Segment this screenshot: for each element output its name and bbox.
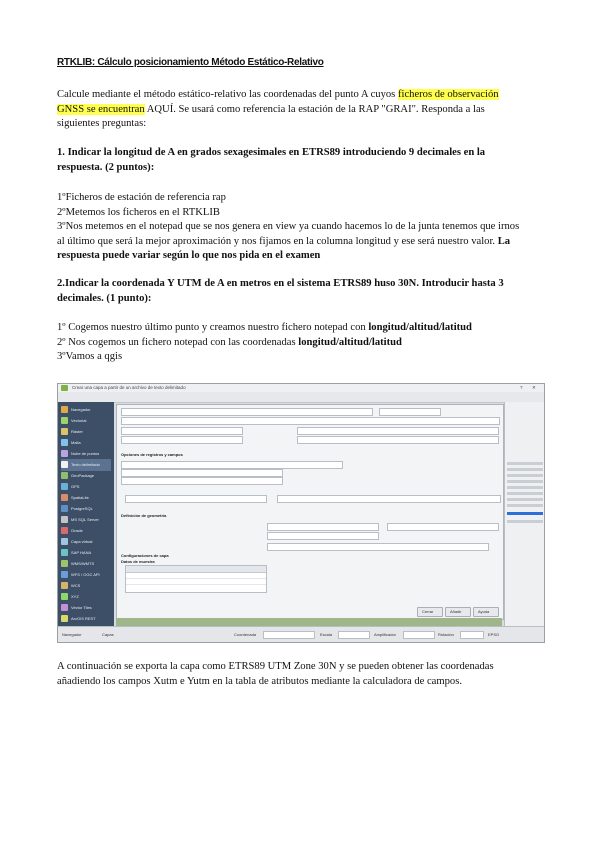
sidebar-item: MS SQL Server (61, 514, 111, 526)
step-bold-text: longitud/altitud/latitud (368, 322, 472, 333)
sidebar-item: Vector Tiles (61, 602, 111, 614)
question-1 (57, 146, 543, 175)
sidebar-item: Malla (61, 437, 111, 449)
raster-icon (61, 428, 68, 435)
close-icon: ✕ (532, 385, 536, 390)
add-button[interactable]: Añadir (445, 607, 471, 617)
xyz-icon (61, 593, 68, 600)
format-option-field (121, 427, 243, 435)
table-row (126, 584, 266, 585)
delimited-text-dialog (116, 404, 504, 620)
wfs-icon (61, 571, 68, 578)
answer-2-steps (57, 321, 543, 365)
layer-entry (507, 474, 543, 477)
qgis-status-bar (58, 626, 544, 643)
mesh-icon (61, 439, 68, 446)
file-name-field (121, 408, 373, 416)
status-label: Rotación (438, 632, 454, 637)
qgis-screenshot (57, 383, 545, 643)
sample-data-table (125, 565, 267, 593)
intro-text: AQUÍ. Se usará como referencia la estación de la RAP "GRAI". Responda a las (144, 103, 485, 115)
help-button[interactable]: Ayuda (473, 607, 499, 617)
record-option-field (121, 469, 283, 477)
sidebar-item: SAP HANA (61, 547, 111, 559)
vector-tiles-icon (61, 604, 68, 611)
closing-text: añadiendo los campos Xutm e Yutm en la tabla de atributos mediante la calculadora de campos. (57, 675, 462, 687)
sidebar-item: Navegador (61, 404, 111, 416)
wms-icon (61, 560, 68, 567)
map-canvas (116, 618, 502, 626)
step-text: al último que será la mejor aproximación y nos fijamos en la columna longitud y ese será nuestro valor. (57, 235, 498, 247)
sidebar-item: ArcGIS REST (61, 613, 111, 625)
decimal-field (277, 495, 501, 503)
vector-icon (61, 417, 68, 424)
record-option-field (121, 477, 283, 485)
layer-entry (507, 480, 543, 483)
status-label: Coordenada (234, 632, 257, 637)
qgis-toolbar (58, 392, 544, 403)
highlighted-text: GNSS se encuentran (57, 103, 145, 115)
browser-icon (61, 406, 68, 413)
layer-entry-selected (507, 512, 543, 515)
sidebar-item: PostgreSQL (61, 503, 111, 515)
layer-entry (507, 468, 543, 471)
sidebar-item: GeoPackage (61, 470, 111, 482)
status-tab: Navegador (62, 632, 82, 637)
closing-text: A continuación se exporta la capa como ETRS89 UTM Zone 30N y se pueden obtener las coordenadas (57, 661, 494, 672)
x-field-select (267, 523, 379, 531)
section-heading: Definición de geometría (121, 513, 167, 518)
point-cloud-icon (61, 450, 68, 457)
format-option-field (121, 436, 243, 444)
help-icon: ? (520, 385, 523, 390)
section-heading: Opciones de registros y campos (121, 452, 183, 457)
wcs-icon (61, 582, 68, 589)
scale-field (338, 631, 370, 639)
question-1-line: respuesta. (2 puntos): (57, 161, 155, 173)
layer-entry (507, 492, 543, 495)
close-button[interactable]: Cerrar (417, 607, 443, 617)
sidebar-item: Oracle (61, 525, 111, 537)
qgis-source-sidebar (58, 402, 114, 626)
layer-entry (507, 504, 543, 507)
sidebar-item: WCS (61, 580, 111, 592)
sap-hana-icon (61, 549, 68, 556)
table-row (126, 578, 266, 579)
qgis-logo-icon (61, 385, 68, 391)
intro-paragraph (57, 88, 543, 132)
magnifier-field (403, 631, 435, 639)
highlighted-text: ficheros de observación (397, 89, 499, 100)
layer-name-field (379, 408, 441, 416)
delimited-text-icon (61, 461, 68, 468)
layer-entry (507, 498, 543, 501)
intro-text: siguientes preguntas: (57, 118, 147, 129)
document-title: RTKLIB: Cálculo posicionamiento Método Estático-Relativo (57, 57, 324, 68)
table-header (126, 566, 266, 573)
intro-text: Calcule mediante el método estático-relativo las coordenadas del punto A cuyos (57, 89, 398, 100)
sidebar-item: Vectorial (61, 415, 111, 427)
spatialite-icon (61, 494, 68, 501)
gps-icon (61, 483, 68, 490)
question-2-line: 2.Indicar la coordenada Y UTM de A en metros en el sistema ETRS89 huso 30N. Introducir hasta 3 (57, 278, 504, 289)
status-label: EPSG (488, 632, 500, 637)
step-text: 2ºMetemos los ficheros en el RTKLIB (57, 206, 220, 218)
postgresql-icon (61, 505, 68, 512)
layer-entry (507, 462, 543, 465)
z-field-select (387, 523, 499, 531)
qgis-window-title: Crear una capa a partir de un archivo de texto delimitado (72, 385, 186, 390)
step-text: 2º Nos cogemos un fichero notepad con las coordenadas (57, 336, 299, 348)
qgis-layers-panel (504, 402, 545, 626)
sidebar-item: WFS / OGC API (61, 569, 111, 581)
virtual-layer-icon (61, 538, 68, 545)
format-option-field (297, 427, 499, 435)
y-field-select (267, 532, 379, 540)
step-bold-text: longitud/altitud/latitud (298, 336, 402, 348)
sidebar-item: Capa virtual (61, 536, 111, 548)
sidebar-item-selected: Texto delimitado (61, 459, 111, 471)
step-text: 1º Cogemos nuestro último punto y creamos nuestro fichero notepad con (57, 322, 369, 333)
status-label: Escala (320, 632, 333, 637)
section-heading: Configuraciones de capa (121, 553, 169, 558)
encoding-field (121, 417, 500, 425)
sidebar-item: Ráster (61, 426, 111, 438)
decimal-field (125, 495, 267, 503)
answer-1-steps (57, 191, 543, 264)
section-heading: Datos de muestra (121, 559, 155, 564)
question-1-line: 1. Indicar la longitud de A en grados sexagesimales en ETRS89 introduciendo 9 decimales en la (57, 147, 486, 158)
status-tab: Capas (102, 632, 114, 637)
sidebar-item: Nube de puntos (61, 448, 111, 460)
layer-entry (507, 486, 543, 489)
question-2-line: decimales. (1 punto): (57, 292, 152, 304)
record-option-field (121, 461, 343, 469)
sidebar-item: WMS/WMTS (61, 558, 111, 570)
sidebar-item: XYZ (61, 591, 111, 603)
sidebar-item: GPS (61, 481, 111, 493)
step-text: 3ºVamos a qgis (57, 351, 123, 362)
step-text: 1ºFicheros de estación de referencia rap (57, 192, 226, 203)
status-label: Amplificador (374, 632, 397, 637)
coordinate-field (263, 631, 315, 639)
crs-select (267, 543, 489, 551)
rotation-field (460, 631, 484, 639)
layer-entry (507, 520, 543, 523)
step-text: 3ºNos metemos en el notepad que se nos genera en view ya cuando hacemos lo de la junta tenemos que irnos (57, 221, 520, 232)
oracle-icon (61, 527, 68, 534)
step-bold-text: La (497, 235, 511, 247)
format-option-field (297, 436, 499, 444)
arcgis-icon (61, 615, 68, 622)
geopackage-icon (61, 472, 68, 479)
closing-paragraph (57, 660, 543, 689)
question-2 (57, 277, 543, 306)
mssql-icon (61, 516, 68, 523)
sidebar-item: SpatiaLite (61, 492, 111, 504)
step-bold-text: respuesta puede variar según lo que nos pida en el examen (57, 250, 321, 261)
